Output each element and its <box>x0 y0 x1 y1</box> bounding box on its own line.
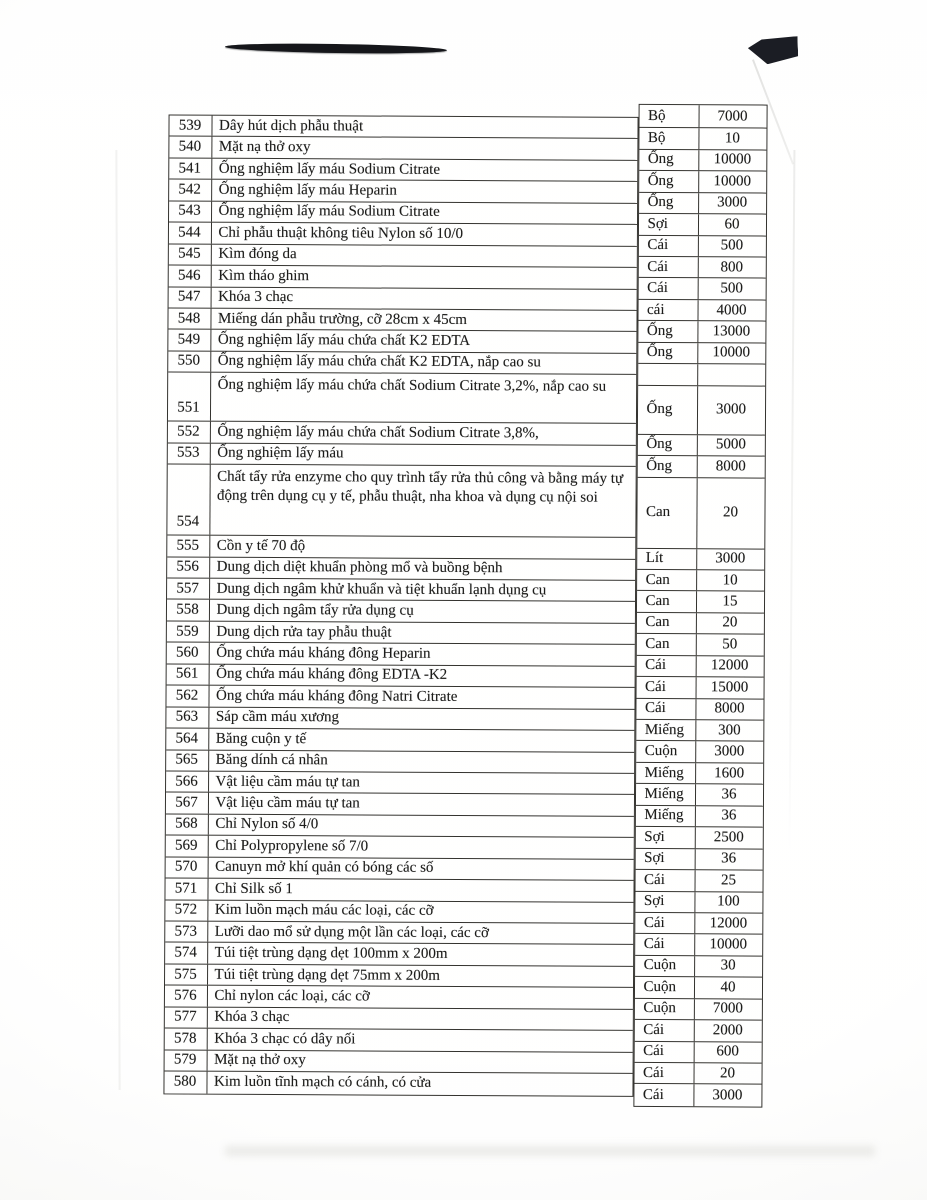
table-row-values <box>638 321 765 343</box>
table-row <box>168 330 636 354</box>
item-description: Ống chứa máu kháng đông Heparin <box>216 644 431 662</box>
row-number: 547 <box>168 287 211 308</box>
qty-cell: 36 <box>721 807 737 824</box>
table-row <box>166 664 634 688</box>
table-row-values <box>638 278 765 300</box>
item-description: Ống nghiệm lấy máu chứa chất Sodium Citrate 3,8%, <box>217 423 539 442</box>
qty-cell: 12000 <box>709 914 748 932</box>
qty-cell <box>698 364 765 385</box>
table-row-values <box>635 913 762 935</box>
row-number: 580 <box>164 1071 207 1093</box>
unit-cell: Ống <box>639 171 699 192</box>
qty-cell: 50 <box>722 636 738 653</box>
unit-cell: Cái <box>634 1084 694 1106</box>
item-description: Túi tiệt trùng dạng dẹt 75mm x 200m <box>214 966 440 984</box>
table-row-values <box>638 300 765 322</box>
qty-cell: 300 <box>718 721 741 739</box>
table-row <box>168 287 636 311</box>
table-row-values <box>636 677 763 699</box>
qty-cell: 3000 <box>715 401 747 418</box>
qty-cell: 8000 <box>715 458 746 475</box>
row-number: 555 <box>167 536 210 557</box>
table-row <box>164 1050 632 1074</box>
item-description: Ống chứa máu kháng đông Natri Citrate <box>215 687 458 705</box>
row-number: 578 <box>164 1029 207 1050</box>
table-row-values <box>637 456 764 478</box>
unit-cell: Can <box>637 477 697 547</box>
table-row <box>165 836 633 860</box>
item-description: Băng dính cá nhân <box>215 751 328 769</box>
table-row <box>169 201 637 225</box>
qty-cell: 20 <box>722 614 738 631</box>
unit-cell: Cái <box>636 698 696 719</box>
unit-cell: Sợi <box>635 827 695 848</box>
table-row-values <box>636 634 763 656</box>
qty-cell: 4000 <box>716 301 747 318</box>
unit-cell: Ống <box>637 435 697 456</box>
table-row-values <box>635 784 762 806</box>
unit-cell: Sợi <box>635 891 695 912</box>
item-description: Vật liệu cầm máu tự tan <box>215 773 360 791</box>
unit-cell: Cái <box>636 677 696 698</box>
unit-cell: Bộ <box>639 128 699 149</box>
item-description: Kim luồn tĩnh mạch có cánh, có cửa <box>213 1073 432 1092</box>
table-row-values <box>635 956 762 978</box>
qty-cell: 3000 <box>714 743 745 760</box>
qty-cell: 3000 <box>715 550 746 567</box>
item-description: Ống nghiệm lấy máu chứa chất K2 EDTA, nắp cao su <box>217 353 541 371</box>
unit-cell: Can <box>637 570 697 591</box>
table-row <box>165 879 633 903</box>
table-row <box>169 180 637 204</box>
item-description: Sáp cầm máu xương <box>215 708 340 726</box>
row-number: 552 <box>167 422 210 443</box>
unit-cell: Cái <box>634 1020 694 1041</box>
qty-cell: 10000 <box>712 344 751 361</box>
unit-cell: Cái <box>635 870 695 891</box>
qty-cell: 36 <box>721 850 737 867</box>
table-row <box>169 137 637 161</box>
qty-cell: 20 <box>722 504 739 521</box>
qty-cell: 15000 <box>710 679 749 696</box>
qty-cell: 500 <box>720 280 743 297</box>
unit-cell: Miếng <box>635 784 695 805</box>
item-description: Ống nghiệm lấy máu Heparin <box>218 181 398 199</box>
table-row <box>168 244 636 268</box>
row-number: 563 <box>166 707 209 728</box>
table-row-values <box>637 548 764 570</box>
qty-cell: 7000 <box>712 1000 743 1017</box>
table-row-values <box>634 999 761 1021</box>
table-row-values <box>635 870 762 892</box>
row-number: 567 <box>165 793 208 814</box>
table-row-values <box>639 171 766 193</box>
qty-cell: 3000 <box>712 1086 743 1104</box>
table-row <box>167 465 635 538</box>
unit-cell: Sợi <box>635 849 695 870</box>
table-row <box>166 621 634 645</box>
table-row <box>166 729 634 753</box>
table-row <box>166 643 634 667</box>
table-row-values <box>636 591 763 613</box>
qty-cell: 7000 <box>717 107 748 125</box>
row-number: 574 <box>165 943 208 964</box>
table-row-values <box>637 477 764 549</box>
row-number: 546 <box>168 266 211 287</box>
table-row-values <box>635 806 762 828</box>
unit-cell: Can <box>636 591 696 612</box>
unit-cell: Miếng <box>636 720 696 741</box>
table-row-values <box>636 613 763 635</box>
table-row-values <box>634 1084 761 1106</box>
row-number: 557 <box>167 578 210 599</box>
table-row <box>169 158 637 182</box>
table-row-values <box>634 1041 761 1063</box>
row-number: 576 <box>164 986 207 1007</box>
item-description: Khóa 3 chạc <box>218 288 294 306</box>
table-row-values <box>638 257 765 279</box>
qty-cell: 13000 <box>712 323 751 340</box>
unit-cell: Can <box>636 613 696 634</box>
qty-cell: 600 <box>716 1043 739 1060</box>
item-description: Chỉ nylon các loại, các cỡ <box>214 987 370 1005</box>
item-description: Chỉ Polypropylene số 7/0 <box>215 837 369 855</box>
row-number: 573 <box>165 921 208 942</box>
table-row-values <box>638 343 765 365</box>
row-number: 544 <box>168 223 211 244</box>
table-row <box>169 115 637 139</box>
table-row-values <box>635 891 762 913</box>
unit-cell: Cuộn <box>635 956 695 977</box>
row-number: 566 <box>166 771 209 792</box>
unit-cell: Sợi <box>638 214 698 235</box>
row-number: 542 <box>169 180 212 201</box>
row-number: 577 <box>164 1007 207 1028</box>
qty-cell: 2000 <box>712 1022 743 1039</box>
item-description: Mặt nạ thở oxy <box>218 138 311 156</box>
row-number: 559 <box>166 621 209 642</box>
row-number: 560 <box>166 643 209 664</box>
table-row <box>168 308 636 332</box>
qty-cell: 36 <box>721 786 737 803</box>
row-number: 541 <box>169 158 212 179</box>
item-description: Khóa 3 chạc <box>214 1009 290 1026</box>
table-row <box>167 422 635 446</box>
row-number: 570 <box>165 857 208 878</box>
supplies-table <box>160 96 767 1114</box>
row-number: 545 <box>168 244 211 265</box>
table-row-values <box>635 827 762 849</box>
unit-cell: Bộ <box>639 105 699 128</box>
table-left-section <box>163 114 638 1096</box>
qty-cell: 30 <box>720 957 736 974</box>
qty-cell: 25 <box>721 872 737 889</box>
qty-cell: 10000 <box>709 936 748 953</box>
row-number: 572 <box>165 900 208 921</box>
table-row-values <box>636 656 763 678</box>
table-row <box>167 536 635 560</box>
row-number: 553 <box>167 443 210 464</box>
row-number: 543 <box>169 201 212 222</box>
table-row <box>168 223 636 247</box>
table-row <box>165 857 633 881</box>
table-row-values <box>634 1020 761 1042</box>
unit-cell: Cái <box>638 257 698 278</box>
table-row-values <box>636 720 763 742</box>
item-description: Vật liệu cầm máu tự tan <box>215 794 360 812</box>
qty-cell: 20 <box>720 1064 736 1082</box>
row-number: 556 <box>167 557 210 578</box>
item-description: Băng cuộn y tế <box>215 730 307 747</box>
unit-cell: Cái <box>635 913 695 934</box>
unit-cell: Cái <box>638 235 698 256</box>
table-row-values <box>638 364 765 386</box>
table-row <box>167 373 635 424</box>
qty-cell: 1600 <box>714 764 745 781</box>
table-row-values <box>638 235 765 257</box>
table-row <box>164 986 632 1010</box>
item-description: Ống nghiệm lấy máu <box>217 445 344 462</box>
unit-cell: Miếng <box>635 806 695 827</box>
row-number: 571 <box>165 879 208 900</box>
table-row-values <box>634 977 761 999</box>
table-row <box>165 793 633 817</box>
row-number: 550 <box>168 351 211 372</box>
row-number: 565 <box>166 750 209 771</box>
row-number: 549 <box>168 330 211 351</box>
unit-cell: Miếng <box>636 763 696 784</box>
table-row <box>166 771 634 795</box>
qty-cell: 8000 <box>714 700 745 717</box>
qty-cell: 10000 <box>713 173 752 190</box>
row-number: 551 <box>167 373 210 421</box>
table-row <box>167 557 635 581</box>
row-number: 540 <box>169 137 212 158</box>
qty-cell: 10000 <box>713 151 752 168</box>
row-number: 561 <box>166 664 209 685</box>
table-row-values <box>637 435 764 457</box>
qty-cell: 10 <box>724 130 740 147</box>
table-row <box>167 578 635 602</box>
unit-cell: Ống <box>637 386 697 434</box>
item-description: Túi tiệt trùng dạng dẹt 100mm x 200m <box>214 944 448 962</box>
item-description: Dây hút dịch phẫu thuật <box>218 117 364 135</box>
item-description: Cồn y tế 70 độ <box>216 537 306 554</box>
item-description: Kìm đóng da <box>218 245 297 263</box>
item-description: Ống nghiệm lấy máu Sodium Citrate <box>218 160 441 178</box>
item-description: Chỉ Silk số 1 <box>214 880 293 897</box>
table-row <box>165 921 633 945</box>
table-row <box>168 351 636 375</box>
unit-cell: Ống <box>638 343 698 364</box>
unit-cell: Ống <box>639 193 699 214</box>
table-row <box>166 707 634 731</box>
row-number: 562 <box>166 686 209 707</box>
item-description: Ống nghiệm lấy máu chứa chất K2 EDTA <box>217 331 471 350</box>
item-description: Ống nghiệm lấy máu Sodium Citrate <box>218 203 440 221</box>
item-description: Kim luồn mạch máu các loại, các cỡ <box>214 901 434 920</box>
table-right-section <box>633 104 767 1108</box>
qty-cell: 15 <box>722 593 738 610</box>
row-number: 558 <box>166 600 209 621</box>
unit-cell: Cái <box>635 934 695 955</box>
row-number: 575 <box>165 964 208 985</box>
unit-cell: Cái <box>634 1063 694 1084</box>
qty-cell: 100 <box>717 893 740 910</box>
table-row <box>166 686 634 710</box>
item-description: Miếng dán phẫu trường, cỡ 28cm x 45cm <box>217 310 467 328</box>
unit-cell: Cái <box>634 1041 694 1062</box>
table-row-values <box>637 570 764 592</box>
item-description: Mặt nạ thở oxy <box>214 1051 306 1069</box>
table-row <box>165 900 633 924</box>
unit-cell: Cái <box>638 278 698 299</box>
table-row <box>168 266 636 290</box>
unit-cell: Cuộn <box>634 977 694 998</box>
unit-cell: Can <box>636 634 696 655</box>
unit-cell: Ống <box>637 456 697 477</box>
qty-cell: 5000 <box>715 436 746 453</box>
unit-cell: Ống <box>639 150 699 171</box>
table-row-values <box>634 1063 761 1085</box>
table-row-values <box>637 386 764 436</box>
unit-cell: Cuộn <box>634 999 694 1020</box>
unit-cell: Lít <box>637 548 697 569</box>
item-description: Ống chứa máu kháng đông EDTA -K2 <box>216 666 448 684</box>
table-row <box>164 1029 632 1053</box>
row-number: 564 <box>166 729 209 750</box>
qty-cell: 40 <box>720 979 736 996</box>
unit-cell: Cái <box>636 656 696 677</box>
qty-cell: 500 <box>720 237 744 254</box>
unit-cell: cái <box>638 300 698 321</box>
table-row <box>164 1007 632 1031</box>
row-number: 548 <box>168 308 211 329</box>
table-row-values <box>639 193 766 215</box>
row-number: 554 <box>167 465 210 535</box>
qty-cell: 10 <box>722 571 738 589</box>
item-description: Canuyn mở khí quản có bóng các số <box>215 859 434 877</box>
qty-cell: 2500 <box>713 829 744 846</box>
table-row-values <box>636 698 763 720</box>
table-row-values <box>636 763 763 785</box>
row-number: 579 <box>164 1050 207 1071</box>
unit-cell <box>638 364 698 385</box>
item-description: Lưỡi dao mổ sử dụng một lần các loại, các cỡ <box>214 923 489 941</box>
qty-cell: 12000 <box>710 657 749 674</box>
table-row-values <box>639 128 766 150</box>
qty-cell: 3000 <box>717 194 748 211</box>
row-number: 539 <box>169 115 212 136</box>
item-description: Chất tẩy rửa enzyme cho quy trình tẩy rửa thủ công và bằng máy tự động trên dụng cụ y tế, phẫu thuật, nha khoa và dụng cụ nội soi <box>217 468 624 507</box>
item-description: Kìm tháo ghim <box>218 267 310 284</box>
item-description: Dung dịch ngâm khử khuẩn và tiệt khuẩn lạnh dụng cụ <box>216 580 547 599</box>
item-description: Dung dịch diệt khuẩn phòng mổ và buồng bệnh <box>216 558 503 577</box>
table-row-values <box>635 934 762 956</box>
unit-cell: Cuộn <box>636 741 696 762</box>
table-row-values <box>635 849 762 871</box>
table-row <box>165 964 633 988</box>
item-description: Dung dịch rửa tay phẫu thuật <box>216 623 392 641</box>
table-row <box>167 443 635 467</box>
qty-cell: 800 <box>720 258 744 276</box>
item-description: Khóa 3 chạc có dây nối <box>214 1030 356 1048</box>
item-description: Chỉ Nylon số 4/0 <box>215 816 319 833</box>
table-row <box>164 1071 632 1095</box>
item-description: Chỉ phẫu thuật không tiêu Nylon số 10/0 <box>218 224 464 242</box>
table-row <box>165 814 633 838</box>
table-row <box>166 750 634 774</box>
table-row-values <box>638 214 765 236</box>
table-row-values <box>636 741 763 763</box>
item-description: Ống nghiệm lấy máu chứa chất Sodium Citrate 3,2%, nắp cao su <box>217 376 607 395</box>
row-number: 569 <box>165 836 208 857</box>
row-number: 568 <box>165 814 208 835</box>
item-description: Dung dịch ngâm tẩy rửa dụng cụ <box>216 601 414 619</box>
qty-cell: 60 <box>724 216 740 233</box>
table-row <box>166 600 634 624</box>
bottom-page-shadow <box>225 1146 875 1156</box>
unit-cell: Ống <box>638 321 698 342</box>
table-row <box>165 943 633 967</box>
table-row-values <box>639 150 766 172</box>
table-row-partial <box>639 105 766 129</box>
